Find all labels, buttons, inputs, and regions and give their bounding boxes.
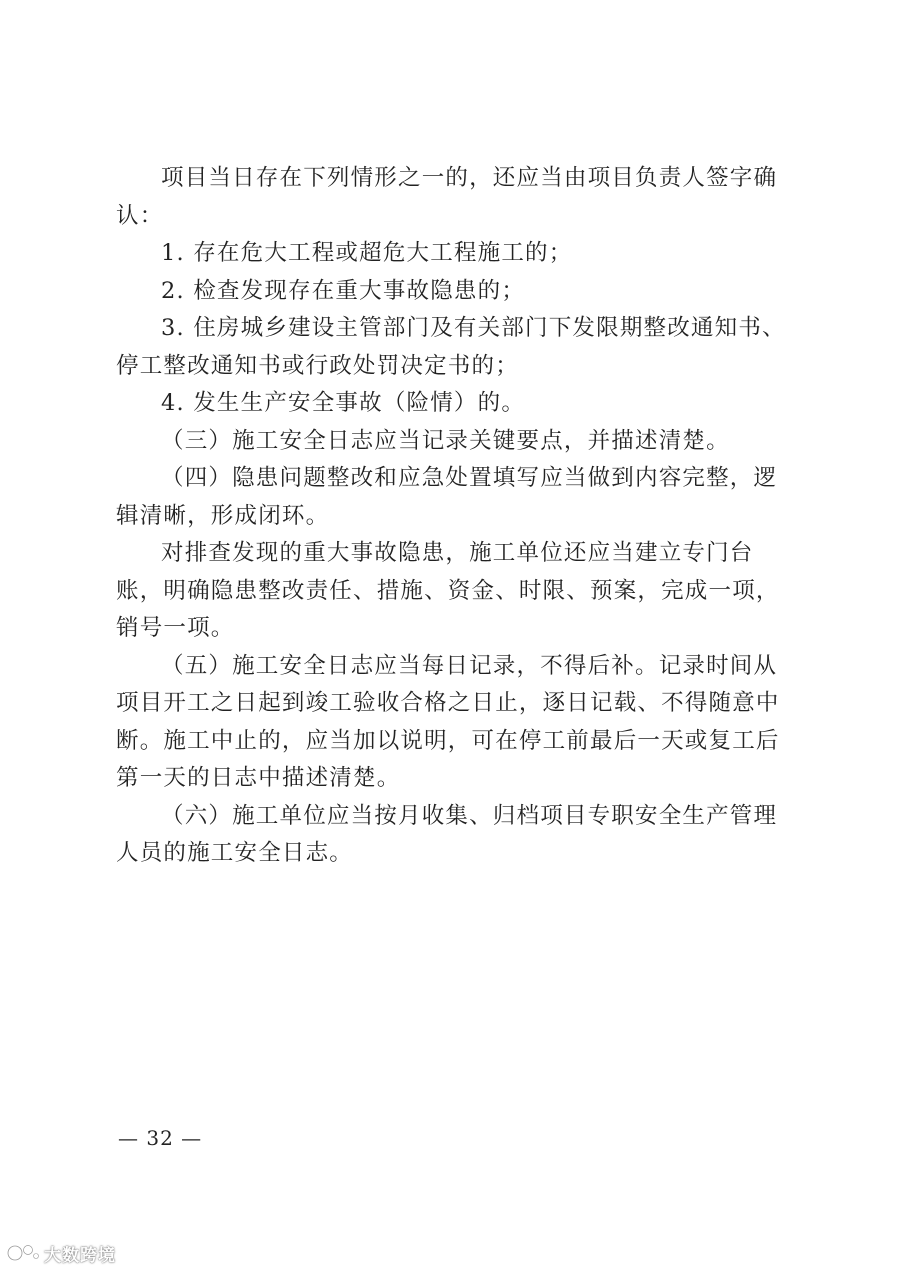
paragraph-section-6: （六）施工单位应当按月收集、归档项目专职安全生产管理人员的施工安全日志。 [116, 802, 778, 866]
document-body [116, 160, 788, 873]
page-number: — 32 — [118, 1126, 203, 1150]
list-item-1: 1. 存在危大工程或超危大工程施工的； [161, 240, 573, 266]
paragraph-signature-conditions: 项目当日存在下列情形之一的，还应当由项目负责人签字确认： [116, 165, 778, 229]
watermark [6, 1240, 116, 1266]
watermark-text: 大数跨境 [44, 1245, 116, 1266]
paragraph-section-4: （四）隐患问题整改和应急处置填写应当做到内容完整，逻辑清晰，形成闭环。 [116, 465, 778, 529]
list-item-2: 2. 检查发现存在重大事故隐患的； [161, 277, 526, 304]
brand-logo-icon [6, 1242, 40, 1264]
list-item-4: 4. 发生生产安全事故（险情）的。 [161, 390, 526, 416]
paragraph-major-hazards: 对排查发现的重大事故隐患，施工单位还应当建立专门台账，明确隐患整改责任、措施、资金、时限、预案，完成一项，销号一项。 [116, 540, 780, 641]
paragraph-section-3: （三）施工安全日志应当记录关键要点，并描述清楚。 [161, 427, 730, 454]
list-item-3: 3. 住房城乡建设主管部门及有关部门下发限期整改通知书、停工整改通知书或行政处罚决定书的； [116, 315, 786, 379]
paragraph-section-5: （五）施工安全日志应当每日记录，不得后补。记录时间从项目开工之日起到竣工验收合格之日止，逐日记载、不得随意中断。施工中止的，应当加以说明，可在停工前最后一天或复工后第一天的日志中描述清楚。 [116, 652, 780, 791]
